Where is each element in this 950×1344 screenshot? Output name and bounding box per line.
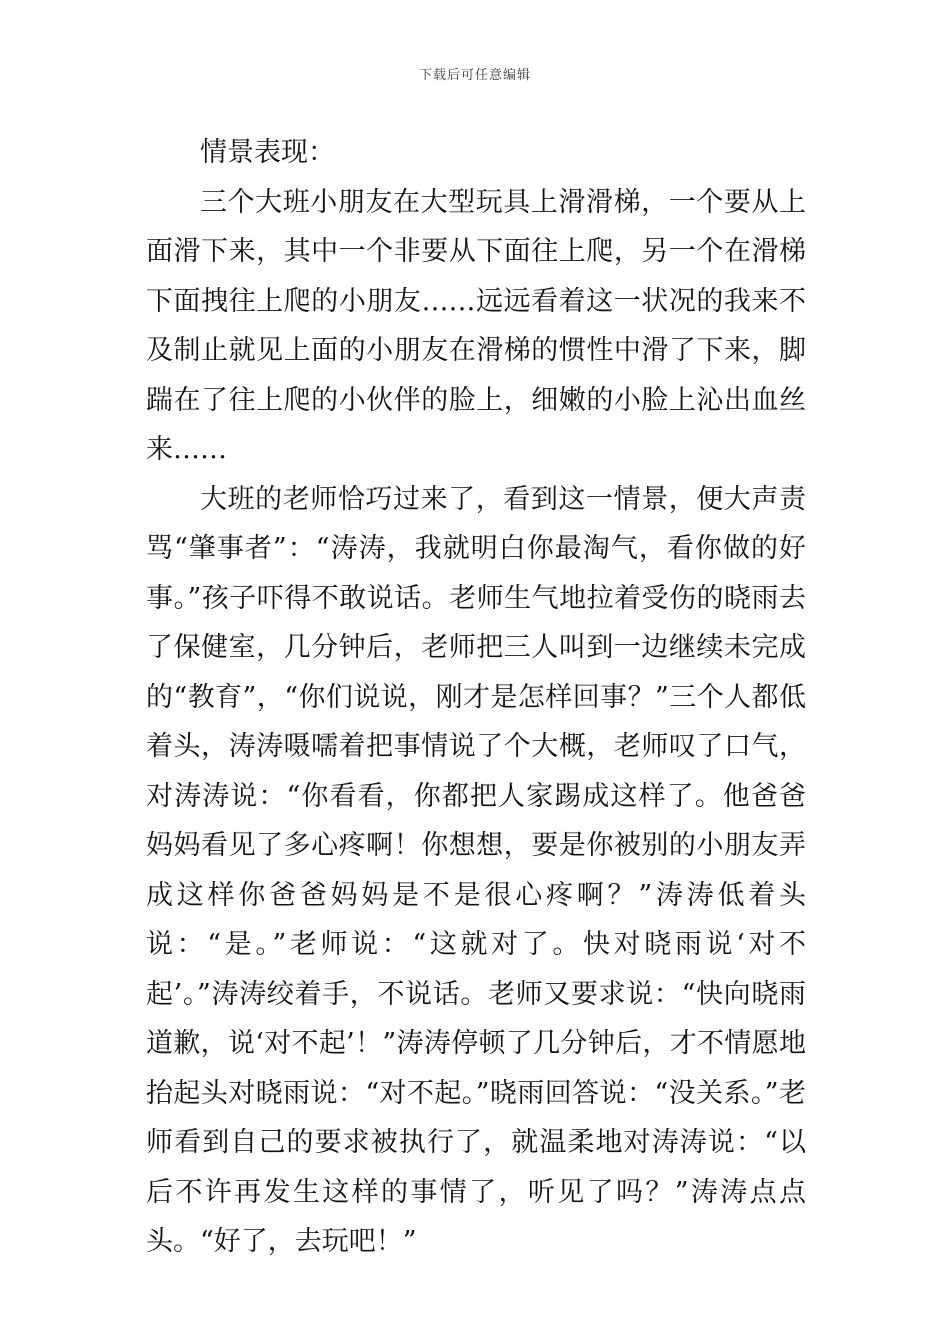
paragraph-scene: 三个大班小朋友在大型玩具上滑滑梯，一个要从上面滑下来，其中一个非要从下面往上爬，另一个在滑梯下面拽往上爬的小朋友……远远看着这一状况的我来不及制止就见上面的小朋友在滑梯的惯性中滑了下来，脚踹在了往上爬的小伙伴的脸上，细嫩的小脸上沁出血丝来……: [146, 186, 806, 465]
section-heading: 情景表现：: [200, 137, 335, 168]
paragraph-dialogue: 大班的老师恰巧过来了，看到这一情景，便大声责骂“肇事者”：“涛涛，我就明白你最淘气，看你做的好事。”孩子吓得不敢说话。老师生气地拉着受伤的晓雨去了保健室，几分钟后，老师把三人叫到一边继续未完成的“教育”，“你们说说，刚才是怎样回事？”三个人都低着头，涛涛嗫嚅着把事情说了个大概，老师叹了口气，对涛涛说：“你看看，你都把人家踢成这样了。他爸爸妈妈看见了多心疼啊！你想想，要是你被别的小朋友弄成这样你爸爸妈妈是不是很心疼啊？”涛涛低着头说：“是。”老师说：“这就对了。快对晓雨说‘对不起’。”涛涛绞着手，不说话。老师又要求说：“快向晓雨道歉，说‘对不起’！”涛涛停顿了几分钟后，才不情愿地抬起头对晓雨说：“对不起。”晓雨回答说：“没关系。”老师看到自己的要求被执行了，就温柔地对涛涛说：“以后不许再发生这样的事情了，听见了吗？”涛涛点点头。“好了，去玩吧！”: [146, 483, 806, 1257]
header-note: 下载后可任意编辑: [418, 68, 531, 83]
document-body: [146, 128, 806, 1267]
